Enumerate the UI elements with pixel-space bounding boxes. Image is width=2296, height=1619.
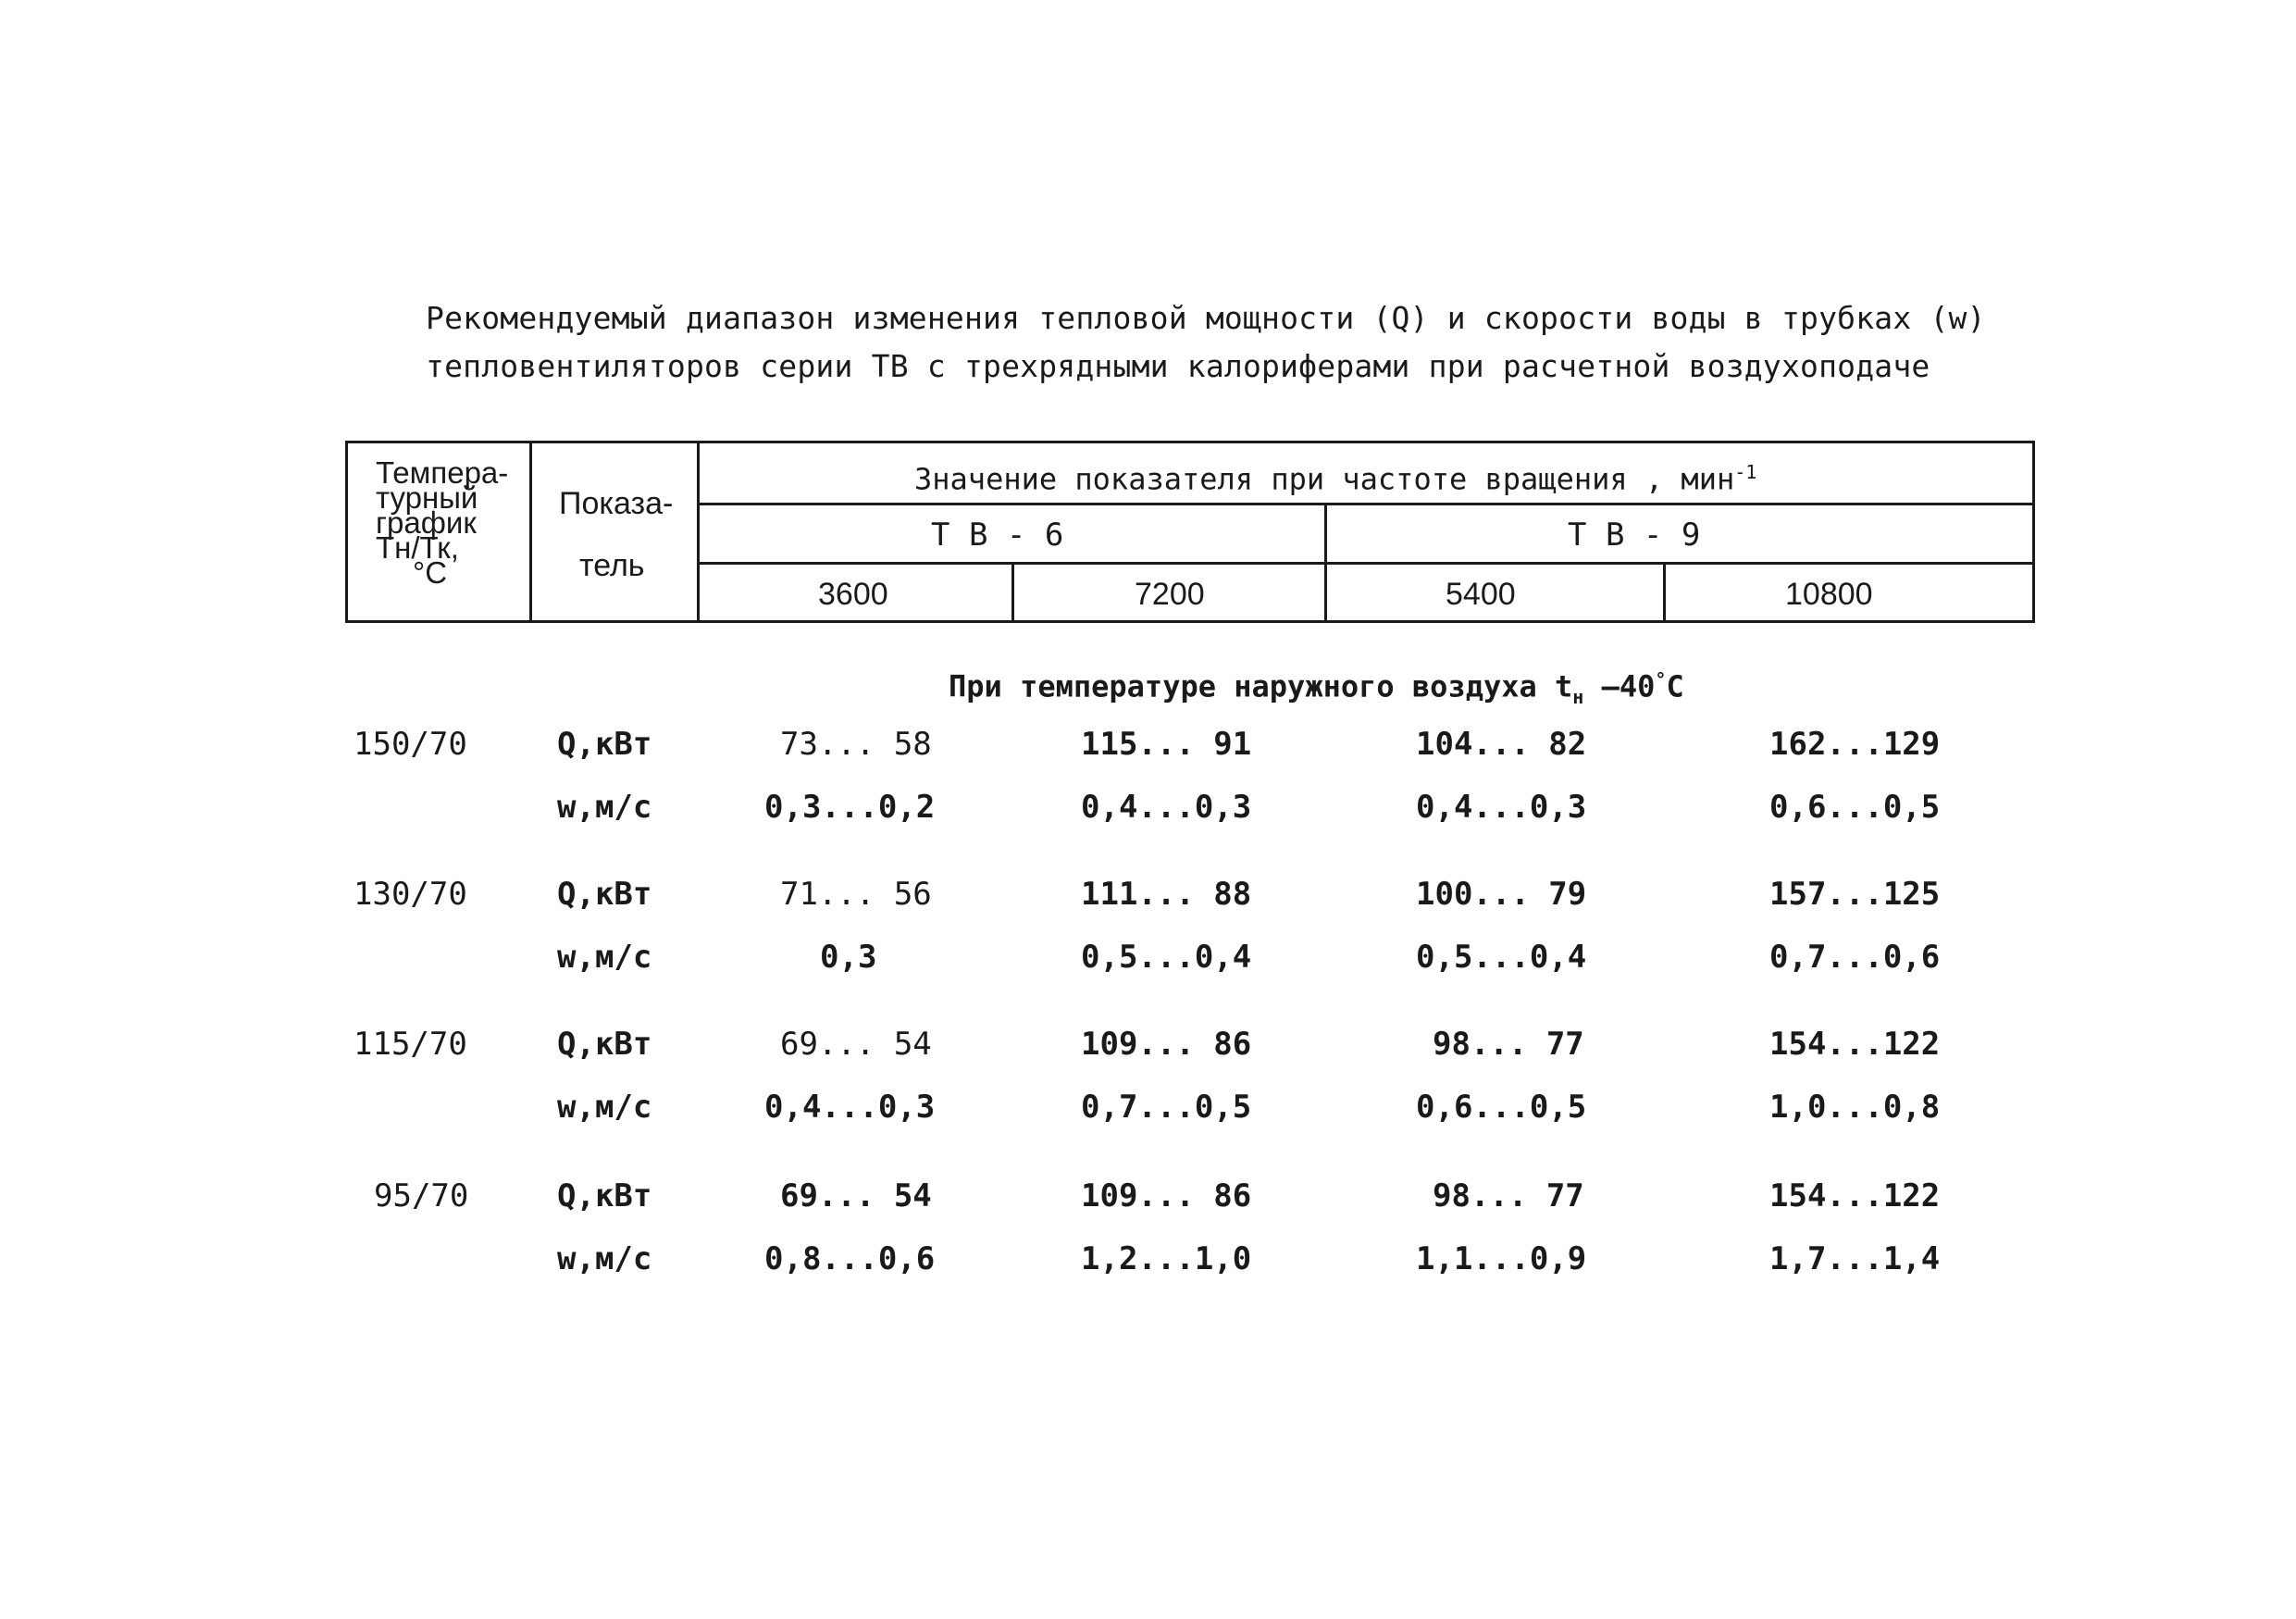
- header-indicator-bottom: тель: [579, 548, 645, 583]
- table-cell: 0,5...0,4: [1416, 939, 1587, 976]
- table-cell: 100... 79: [1416, 876, 1587, 913]
- table-cell: 0,4...0,3: [1081, 789, 1252, 826]
- table-cell: 0,3...0,2: [764, 789, 936, 826]
- header-temperature-schedule: Темпера- турный график Тн/Тк, °С: [376, 455, 509, 590]
- group-row-divider: [697, 562, 2032, 565]
- outdoor-temperature-subheader: При температуре наружного воздуха $t_н$ —40°С: [949, 668, 1684, 709]
- table-cell: 0,7...0,6: [1769, 939, 1941, 976]
- span-divider: [697, 503, 2032, 505]
- table-header: [345, 441, 2035, 623]
- header-group-tv6: Т В - 6: [931, 517, 1064, 554]
- table-cell: 0,6...0,5: [1769, 789, 1941, 826]
- caption-line-2: тепловентиляторов серии ТВ с трехрядными калориферами при расчетной воздухоподаче: [426, 348, 1930, 384]
- table-cell: 104... 82: [1416, 726, 1587, 763]
- speed-divider-2: [1663, 564, 1666, 620]
- header-speed-3600: 3600: [818, 577, 888, 612]
- header-group-tv9: Т В - 9: [1568, 517, 1701, 554]
- table-cell: 98... 77: [1433, 1026, 1584, 1063]
- row-label: w,м/с: [557, 939, 652, 976]
- table-cell: 109... 86: [1081, 1026, 1252, 1063]
- table-cell: 0,4...0,3: [1416, 789, 1587, 826]
- table-cell: 0,6...0,5: [1416, 1089, 1587, 1126]
- table-cell: 0,3: [820, 939, 877, 976]
- caption-line-1: Рекомендуемый диапазон изменения тепловой мощности (Q) и скорости воды в трубках (w): [426, 300, 1986, 336]
- table-cell: 69... 54: [780, 1177, 932, 1214]
- row-label: Q,кВт: [557, 876, 652, 913]
- table-caption: [426, 294, 1986, 391]
- table-cell: 162...129: [1769, 726, 1941, 763]
- table-cell: 71... 56: [780, 876, 932, 913]
- table-cell: 1,0...0,8: [1769, 1089, 1941, 1126]
- row-schedule: 95/70: [374, 1177, 469, 1214]
- table-cell: 0,5...0,4: [1081, 939, 1252, 976]
- header-indicator-top: Показа-: [559, 486, 674, 521]
- row-label: Q,кВт: [557, 726, 652, 763]
- col2-divider: [697, 443, 700, 620]
- table-cell: 0,4...0,3: [764, 1089, 936, 1126]
- table-cell: 73... 58: [780, 726, 932, 763]
- table-cell: 154...122: [1769, 1177, 1941, 1214]
- table-cell: 109... 86: [1081, 1177, 1252, 1214]
- row-label: Q,кВт: [557, 1026, 652, 1063]
- row-label: Q,кВт: [557, 1177, 652, 1214]
- table-cell: 1,2...1,0: [1081, 1240, 1252, 1277]
- col1-divider: [529, 443, 532, 620]
- table-cell: 111... 88: [1081, 876, 1252, 913]
- table-cell: 115... 91: [1081, 726, 1252, 763]
- row-schedule: 150/70: [354, 726, 467, 763]
- header-speed-5400: 5400: [1446, 577, 1516, 612]
- table-cell: 154...122: [1769, 1026, 1941, 1063]
- row-schedule: 115/70: [354, 1026, 467, 1063]
- table-cell: 157...125: [1769, 876, 1941, 913]
- header-speed-10800: 10800: [1785, 577, 1873, 612]
- row-label: w,м/с: [557, 789, 652, 826]
- table-cell: 1,7...1,4: [1769, 1240, 1941, 1277]
- header-span-title: Значение показателя при частоте вращения , мин$^{-1}$: [914, 461, 1757, 497]
- row-label: w,м/с: [557, 1089, 652, 1126]
- table-cell: 1,1...0,9: [1416, 1240, 1587, 1277]
- header-speed-7200: 7200: [1135, 577, 1205, 612]
- table-cell: 98... 77: [1433, 1177, 1584, 1214]
- table-cell: 0,8...0,6: [764, 1240, 936, 1277]
- speed-divider-1: [1011, 564, 1014, 620]
- row-label: w,м/с: [557, 1240, 652, 1277]
- table-cell: 0,7...0,5: [1081, 1089, 1252, 1126]
- table-cell: 69... 54: [780, 1026, 932, 1063]
- row-schedule: 130/70: [354, 876, 467, 913]
